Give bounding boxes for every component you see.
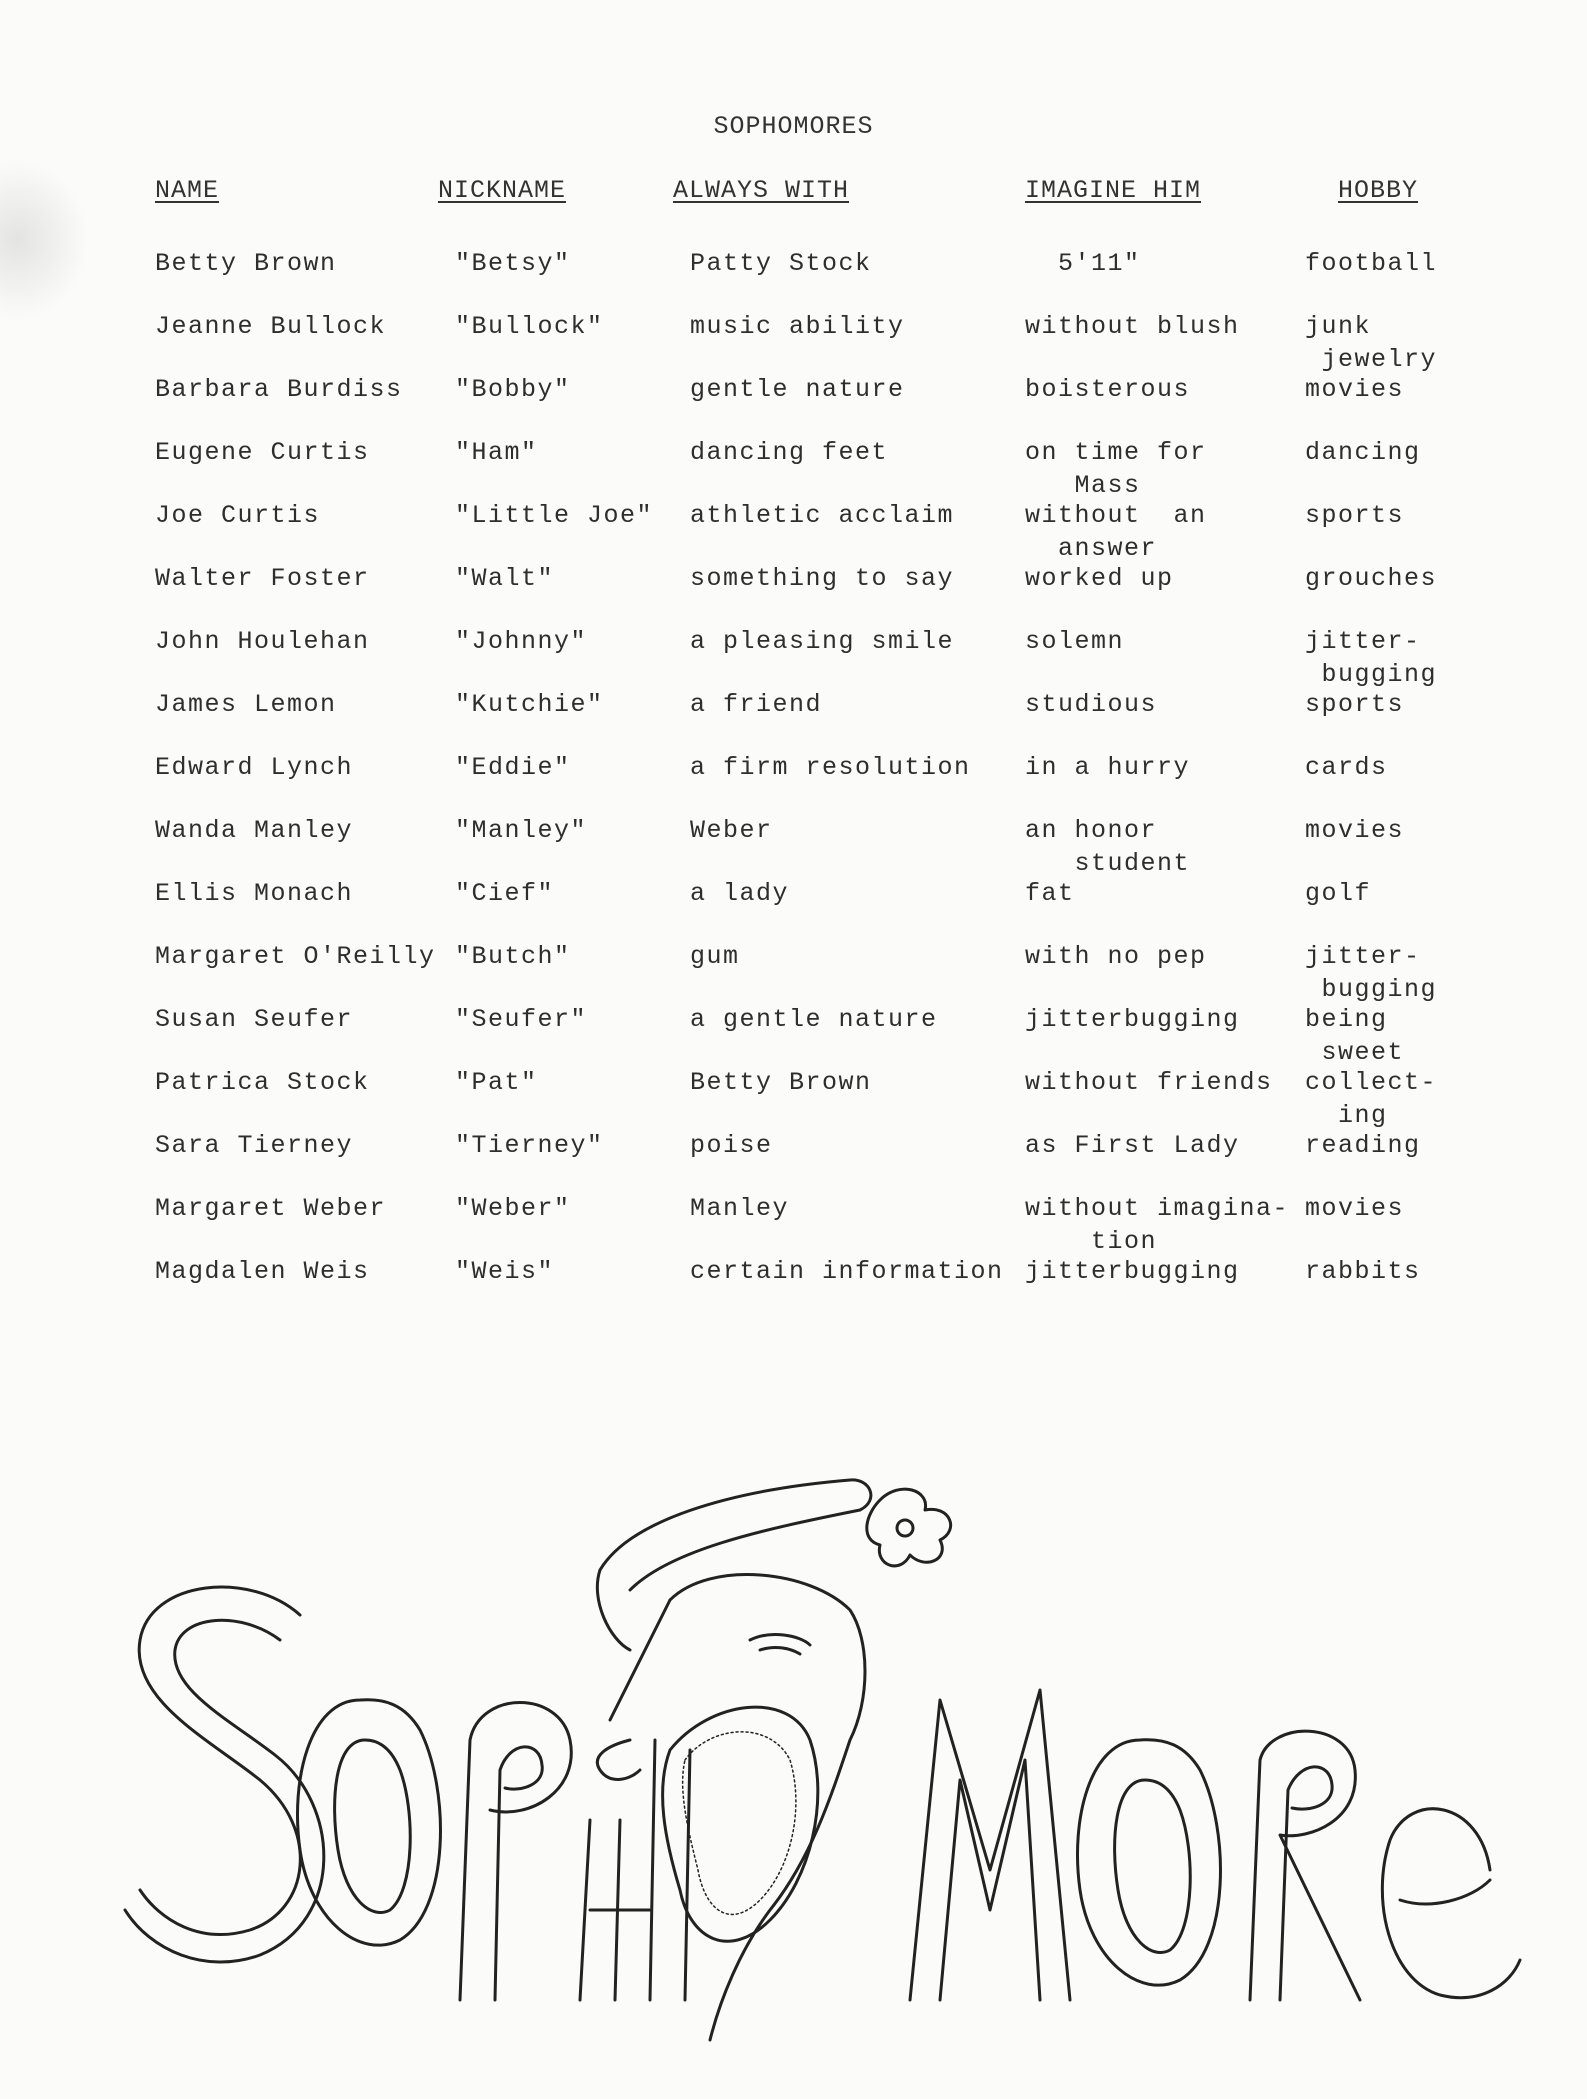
student-imagine-him: without an answer [1025, 501, 1207, 563]
student-imagine-him: 5'11" [1025, 249, 1141, 278]
student-hobby: cards [1305, 753, 1388, 782]
student-always-with: a friend [690, 690, 823, 719]
student-nickname: "Weis" [455, 1257, 555, 1286]
student-always-with: music ability [690, 312, 905, 341]
table-row [0, 1255, 1587, 1321]
student-always-with: Weber [690, 816, 773, 845]
student-hobby: sports [1305, 690, 1405, 719]
student-hobby: being sweet [1305, 1005, 1405, 1067]
student-hobby: jitter- bugging [1305, 627, 1438, 689]
student-nickname: "Bullock" [455, 312, 604, 341]
student-always-with: dancing feet [690, 438, 889, 467]
student-name: Margaret Weber [155, 1194, 387, 1223]
student-hobby: movies [1305, 816, 1405, 845]
student-imagine-him: fat [1025, 879, 1075, 908]
student-hobby: jitter- bugging [1305, 942, 1438, 1004]
table-row [0, 940, 1587, 1006]
student-name: Margaret O'Reilly [155, 942, 436, 971]
table-row [0, 562, 1587, 628]
table-row [0, 247, 1587, 313]
student-hobby: collect- ing [1305, 1068, 1438, 1130]
student-nickname: "Ham" [455, 438, 538, 467]
student-name: John Houlehan [155, 627, 370, 656]
student-imagine-him: with no pep [1025, 942, 1207, 971]
student-imagine-him: an honor student [1025, 816, 1191, 878]
student-nickname: "Little Joe" [455, 501, 654, 530]
student-always-with: something to say [690, 564, 955, 593]
student-always-with: gum [690, 942, 740, 971]
student-always-with: Patty Stock [690, 249, 872, 278]
table-row [0, 1066, 1587, 1132]
table-row [0, 436, 1587, 502]
table-row [0, 1129, 1587, 1195]
student-name: Betty Brown [155, 249, 337, 278]
table-row [0, 688, 1587, 754]
student-name: Wanda Manley [155, 816, 354, 845]
table-row [0, 310, 1587, 376]
table-row [0, 373, 1587, 439]
student-imagine-him: as First Lady [1025, 1131, 1240, 1160]
student-hobby: football [1305, 249, 1438, 278]
student-nickname: "Manley" [455, 816, 588, 845]
student-nickname: "Kutchie" [455, 690, 604, 719]
table-row [0, 751, 1587, 817]
student-hobby: movies [1305, 375, 1405, 404]
table-row [0, 499, 1587, 565]
student-name: Walter Foster [155, 564, 370, 593]
table-row [0, 1192, 1587, 1258]
student-nickname: "Weber" [455, 1194, 571, 1223]
page-title [0, 112, 1587, 141]
student-nickname: "Johnny" [455, 627, 588, 656]
student-nickname: "Tierney" [455, 1131, 604, 1160]
student-imagine-him: without imagina- tion [1025, 1194, 1290, 1256]
sophomore-cartoon-illustration [110, 1440, 1550, 2060]
student-nickname: "Pat" [455, 1068, 538, 1097]
student-nickname: "Seufer" [455, 1005, 588, 1034]
student-name: Eugene Curtis [155, 438, 370, 467]
student-name: Patrica Stock [155, 1068, 370, 1097]
student-name: Susan Seufer [155, 1005, 354, 1034]
student-always-with: a firm resolution [690, 753, 971, 782]
student-hobby: junk jewelry [1305, 312, 1438, 374]
student-hobby: movies [1305, 1194, 1405, 1223]
student-name: Joe Curtis [155, 501, 321, 530]
student-name: Ellis Monach [155, 879, 354, 908]
student-nickname: "Bobby" [455, 375, 571, 404]
student-always-with: athletic acclaim [690, 501, 955, 530]
table-row [0, 814, 1587, 880]
student-hobby: reading [1305, 1131, 1421, 1160]
student-hobby: grouches [1305, 564, 1438, 593]
page-title-text: SOPHOMORES [713, 112, 874, 141]
student-hobby: dancing [1305, 438, 1421, 467]
table-row [0, 877, 1587, 943]
student-name: Sara Tierney [155, 1131, 354, 1160]
student-nickname: "Walt" [455, 564, 555, 593]
table-row [0, 625, 1587, 691]
student-name: Barbara Burdiss [155, 375, 403, 404]
student-hobby: sports [1305, 501, 1405, 530]
student-imagine-him: jitterbugging [1025, 1005, 1240, 1034]
column-header-nickname: NICKNAME [438, 176, 567, 205]
column-header-imagine-him: IMAGINE HIM [1025, 176, 1202, 205]
student-hobby: golf [1305, 879, 1372, 908]
student-nickname: "Cief" [455, 879, 555, 908]
student-imagine-him: boisterous [1025, 375, 1191, 404]
student-hobby: rabbits [1305, 1257, 1421, 1286]
student-always-with: certain information [690, 1257, 1004, 1286]
student-imagine-him: without blush [1025, 312, 1240, 341]
column-header-always-with: ALWAYS WITH [673, 176, 850, 205]
student-name: Jeanne Bullock [155, 312, 387, 341]
student-imagine-him: in a hurry [1025, 753, 1191, 782]
student-name: Magdalen Weis [155, 1257, 370, 1286]
student-always-with: Betty Brown [690, 1068, 872, 1097]
student-nickname: "Butch" [455, 942, 571, 971]
student-always-with: a pleasing smile [690, 627, 955, 656]
table-row [0, 1003, 1587, 1069]
student-name: Edward Lynch [155, 753, 354, 782]
student-always-with: a gentle nature [690, 1005, 938, 1034]
column-header-hobby: HOBBY [1338, 176, 1419, 205]
student-imagine-him: without friends [1025, 1068, 1273, 1097]
student-imagine-him: on time for Mass [1025, 438, 1207, 500]
student-imagine-him: jitterbugging [1025, 1257, 1240, 1286]
student-always-with: poise [690, 1131, 773, 1160]
student-name: James Lemon [155, 690, 337, 719]
student-nickname: "Betsy" [455, 249, 571, 278]
student-always-with: Manley [690, 1194, 790, 1223]
student-always-with: gentle nature [690, 375, 905, 404]
student-always-with: a lady [690, 879, 790, 908]
student-imagine-him: studious [1025, 690, 1158, 719]
student-nickname: "Eddie" [455, 753, 571, 782]
student-imagine-him: solemn [1025, 627, 1125, 656]
column-header-name: NAME [155, 176, 220, 205]
student-imagine-him: worked up [1025, 564, 1174, 593]
